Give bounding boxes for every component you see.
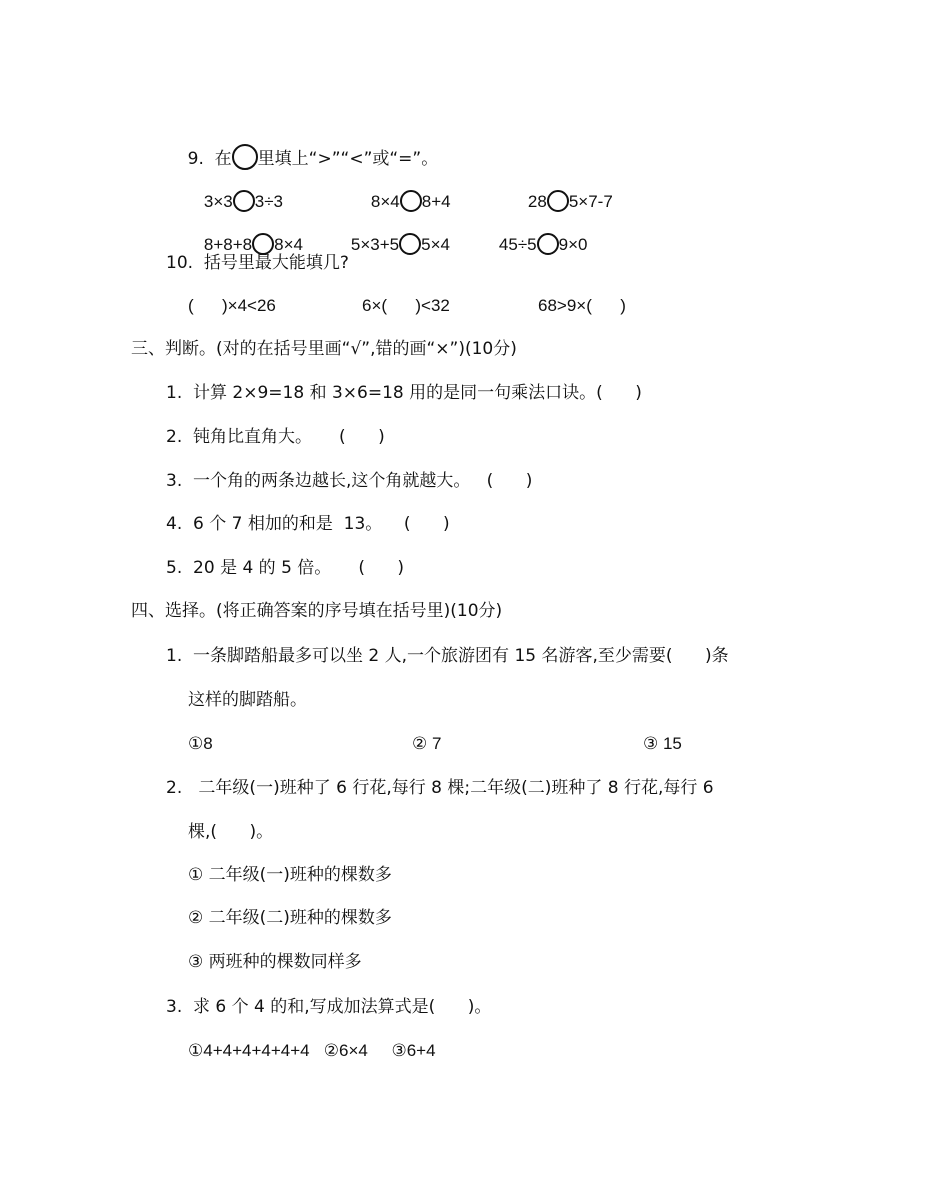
section3-heading: 三、判断。(对的在括号里画“√”,错的画“×”)(10分)	[131, 339, 517, 359]
compare-circle-icon[interactable]	[537, 233, 559, 255]
section4-q1-line2: 这样的脚踏船。	[188, 690, 307, 710]
section3-item5[interactable]: 5. 20 是 4 的 5 倍。 ( )	[166, 558, 405, 578]
section4-q2-option3: ③ 两班种的棵数同样多	[188, 952, 362, 972]
section4-heading: 四、选择。(将正确答案的序号填在括号里)(10分)	[131, 601, 503, 621]
section4-q1-option2: ② 7	[412, 734, 442, 753]
compare-circle-icon[interactable]	[399, 233, 421, 255]
q10-item3[interactable]: 68>9×( )	[538, 296, 626, 315]
q10-item1[interactable]: ( )×4<26	[188, 296, 276, 315]
section4-q2-option2: ② 二年级(二)班种的棵数多	[188, 908, 392, 928]
section3-item4[interactable]: 4. 6 个 7 相加的和是 13。 ( )	[166, 514, 450, 534]
q9-row2-item3: 45÷5 9×0	[498, 235, 588, 254]
section4-q1-line1[interactable]: 1. 一条脚踏船最多可以坐 2 人,一个旅游团有 15 名游客,至少需要( )条	[166, 646, 729, 666]
q9-suffix: 里填上“>”“<”或“=”。	[257, 149, 439, 169]
section4-q1-option1: ①8	[188, 734, 213, 753]
section3-item3[interactable]: 3. 一个角的两条边越长,这个角就越大。 ( )	[166, 471, 533, 491]
q10-item2[interactable]: 6×( )<32	[362, 296, 450, 315]
q9-row1-item1: 3×3 3÷3	[203, 192, 283, 211]
section4-q3-line1[interactable]: 3. 求 6 个 4 的和,写成加法算式是( )。	[166, 997, 492, 1017]
q9-row1-item3: 28 5×7-7	[527, 192, 613, 211]
section4-q2-line1[interactable]: 2. 二年级(一)班种了 6 行花,每行 8 棵;二年级(二)班种了 8 行花,每行 6	[166, 778, 714, 798]
q9-row2-item1: 8+8+8 8×4	[203, 235, 303, 254]
section4-q1-option3: ③ 15	[643, 734, 682, 753]
section3-item2[interactable]: 2. 钝角比直角大。 ( )	[166, 427, 385, 447]
q9-row2-item2: 5×3+5 5×4	[350, 235, 450, 254]
section4-q2-line2[interactable]: 棵,( )。	[188, 822, 274, 842]
section4-q3-options: ①4+4+4+4+4+4 ②6×4 ③6+4	[188, 1041, 436, 1060]
q9-prefix: 9. 在	[187, 149, 232, 169]
section3-item1[interactable]: 1. 计算 2×9=18 和 3×6=18 用的是同一句乘法口诀。( )	[166, 383, 642, 403]
section4-q2-option1: ① 二年级(一)班种的棵数多	[188, 865, 392, 885]
q9-row1-item2: 8×4 8+4	[370, 192, 451, 211]
q10-title: 10. 括号里最大能填几?	[166, 253, 349, 273]
